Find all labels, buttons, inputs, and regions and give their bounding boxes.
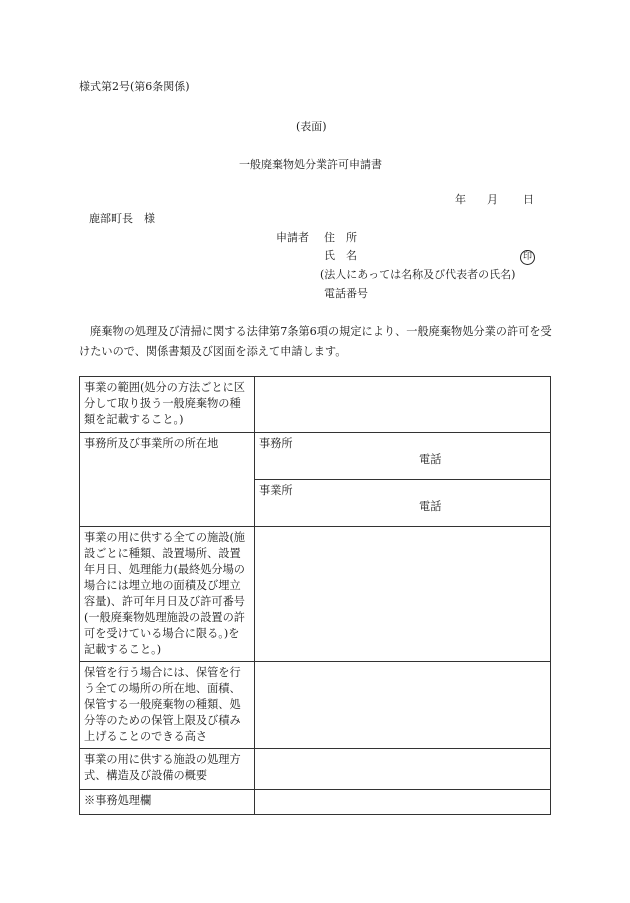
row-value xyxy=(255,662,551,749)
row-label: 事業の範囲(処分の方法ごとに区分して取り扱う一般廃棄物の種類を記載すること。) xyxy=(80,377,255,433)
table-row xyxy=(80,749,551,790)
phone-label: 電話番号 xyxy=(324,287,368,300)
name-label: 氏 名 xyxy=(324,249,357,262)
seal-mark xyxy=(520,249,535,265)
address-label: 住 所 xyxy=(324,231,357,244)
form-number: 様式第2号(第6条関係) xyxy=(79,80,190,93)
row-label: ※事務処理欄 xyxy=(80,790,255,815)
row-label: 保管を行う場合には、保管を行う全ての場所の所在地、面積、保管する一般廃棄物の種類、処分等のための保管上限及び積み上げることのできる高さ xyxy=(80,662,255,749)
row-label: 事業の用に供する全ての施設(施設ごとに種類、設置場所、設置年月日、処理能力(最終処分場の場合には埋立地の面積及び埋立容量)、許可年月日及び許可番号(一般廃棄物処理施設の設置の許可を受けている場合に限る。)を記載すること。) xyxy=(80,527,255,662)
row-label: 事務所及び事業所の所在地 xyxy=(80,433,255,527)
row-label: 事業の用に供する施設の処理方式、構造及び設備の概要 xyxy=(80,749,255,790)
applicant-label: 申請者 xyxy=(276,231,309,244)
body-text xyxy=(79,322,559,362)
addressee: 鹿部町長 様 xyxy=(89,212,155,225)
application-table xyxy=(79,376,551,815)
date-year-label: 年 xyxy=(455,193,466,206)
corporate-note: (法人にあっては名称及び代表者の氏名) xyxy=(320,268,516,281)
business-site-label: 事業所 xyxy=(259,484,293,497)
date-day-label: 日 xyxy=(523,193,534,206)
row-value xyxy=(255,377,551,433)
table-row xyxy=(80,433,551,480)
business-site-cell xyxy=(255,480,551,527)
row-value xyxy=(255,790,551,815)
table-row xyxy=(80,377,551,433)
document-title: 一般廃棄物処分業許可申請書 xyxy=(239,158,382,171)
office-label: 事務所 xyxy=(259,437,293,450)
office-cell xyxy=(255,433,551,480)
table-row xyxy=(80,662,551,749)
business-site-phone-label: 電話 xyxy=(419,500,442,513)
date-month-label: 月 xyxy=(487,193,498,206)
body-text-content: 廃棄物の処理及び清掃に関する法律第7条第6項の規定により、一般廃棄物処分業の許可を受けたいので、関係書類及び図面を添えて申請します。 xyxy=(79,325,552,358)
row-value xyxy=(255,527,551,662)
row-value xyxy=(255,749,551,790)
office-phone-label: 電話 xyxy=(419,453,442,466)
seal-icon: 印 xyxy=(520,250,535,265)
table-row xyxy=(80,790,551,815)
side-label: (表面) xyxy=(296,120,327,133)
table-row xyxy=(80,527,551,662)
